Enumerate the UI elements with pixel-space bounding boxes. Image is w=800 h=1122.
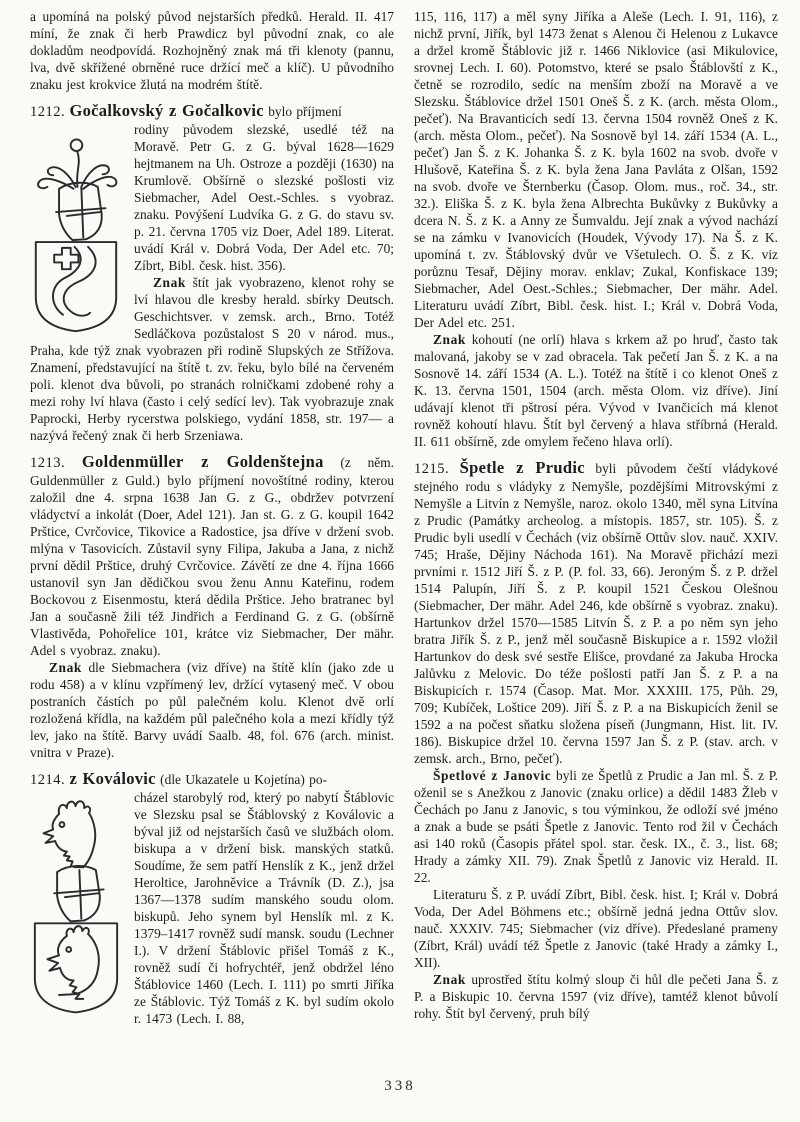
znak-lead: Znak [433, 332, 466, 347]
paragraph-text: a upomíná na polský původ nejstarších předků. Herald. II. 417 míní, že znak či herb Prawdicz byl původní znak, co ale dokladům neodpovídá. Rozhojněný znak má tři klenoty (pannu, lva, dvě skřížené obrněné ruce držící meč a klíč). U původního znaku jest krokvice žlutá na modrém štítě. [30, 9, 394, 92]
paragraph-text: uprostřed štítu kolmý sloup či hůl dle pečeti Jana Š. z P. a Biskupic 10. června 1597 (viz dříve), tamtéž klenot bůvolí rohy. Štít byl červený, pruh bílý [414, 972, 778, 1021]
entry-name: z Koválovic [69, 769, 156, 788]
entry-1213-heading-body [30, 453, 394, 659]
entry-1214-heading [30, 770, 394, 789]
entry-1215 [414, 459, 778, 1022]
entry-heading-tail: (dle Ukazatele u Kojetína) po- [155, 772, 328, 787]
coat-of-arms-z-kovalovic-illustration [30, 792, 122, 1014]
right-column [414, 8, 778, 1027]
paragraph-text: rodiny původem slezské, usedlé též na Moravě. Petr G. z G. býval 1628—1629 hejtmanem na Uh. Ostroze a později (1630) na Krumlově. Obšírně o slezské pošlosti viz Siebmacher, Adel Oest.-Schles. s vyobraz. znaku. Povýšení Ludvíka G. z G. do stavu sv. p. 21. června 1705 viz Doer, Adel 189. Literat. uvádí Král v. Dobrá Voda, Der Adel etc. 70; Zíbrt, Bibl. česk. hist. 356). [134, 122, 394, 273]
entry-1215-heading-body [414, 459, 778, 767]
entry-number: 1213. [30, 455, 66, 471]
paragraph-text: dle Siebmachera (viz dříve) na štítě klín (jako zde u rodu 458) a v klínu vzpřímený lev, držící vytasený meč. V obou postraních částích po půl palečném kolu. Klenot dvě orlí rozložená křídla, na každém půl palečného kola a mezi křídly týž lev, jako na štítě. Barvy uvádí Saalb. 48, fol. 676 (arch. minist. vnitra v Praze). [30, 660, 394, 760]
paragraph-text: byli ze Špetlů z Prudic a Jan ml. Š. z P. oženil se s Anežkou z Janovic (znaku orlice) a dědil 1483 Žleb v Čechách po Janu z Janovic, s tou výminkou, že odloží své jméno a znak a bude se psáti Špetle z Janovic. Tento rod žil v Čechách asi 140 roků (Časopis přátel spol. star. česk. IX., č. 3., list. 68; Hrady a zámky XII. 79). Znak Špetlů z Janovic viz Herald. II. 22. [414, 768, 779, 885]
znak-kohouti-paragraph [414, 331, 778, 450]
entry-1213 [30, 453, 394, 761]
subentry-name: Špetlové z Janovic [433, 768, 552, 783]
znak-lead: Znak [153, 275, 186, 290]
paragraph-text: (z něm. Guldenmüller z Guld.) bylo příjmení novoštítné rodiny, kterou založil dne 4. srpna 1638 Jan G. z G., obdržev potvrzení vládyctví a inkolát (Doer, Adel 121). Jan st. G. z G. koupil 1642 Prštice, Cvrčovice, Tikovice a Radostice, jsa dříve v držení svob. mlýna v Tasovicích. Zůstavil syny Filipa, Jakuba a Jana, z nichž první dědil Prštice, druhý Cvrčovice. Závětí ze dne 4. října 1666 ustanovil syn Jan dědičkou svou ženu Annu Kateřinu, rodem Bockovou z Eisenmostu, která dědila Prštice. Jeho bratranec byl Jan a současně žili též Jindřich a Ferdinand G. z G. (obšírně Vlastivěda, Pohořelice 101, krátce viz Siebmacher, Der mähr. Adel s vyobraz. znaku). [30, 455, 394, 658]
two-column-layout [30, 8, 778, 1027]
page-number: 338 [384, 1078, 416, 1094]
entry-heading-tail: bylo příjmení [263, 104, 342, 119]
entry-number: 1215. [414, 461, 450, 477]
entry-number: 1212. [30, 104, 66, 120]
paragraph-text: kohoutí (ne orlí) hlava s krkem až po hruď, často tak malovaná, jakoby se v zad obracela. Tak pečetí Jan Š. z K. a na Sosnově 14. září 1534 (A. L.). Totéž na štítě i co klenot Oneš z K. 13. června 1501, 1504 (arch. města Olom. viz dříve). Jiní udávají klenot tři pštrosí péra. Vývod v Ivančicích má klenot rovněž kohoutí hlavu. Štít byl červený a hlava stříbrná (Herald. II. 611 obšírně, zde omylem řečeno hlava orlí). [414, 332, 778, 449]
paragraph-text: byli původem čeští vládykové stejného rodu s vládyky z Nemyšle, pozdějšími Mitrovskými z Nemyšle a Litvín z Nemyšle, naroz. okolo 1340, měl syna Litvína z Prudic (Památky archeolog. a místopis. 1857, str. 105). Š. z Prudic byli usedlí v Čechách (viz obšírně Ottův slov. nauč. XXIV. 745; Hraše, Dějiny Náchoda 161). Na Moravě přichází mezi prvními r. 1512 Jiří Š. z P. (P. fol. 33, 66). Jeroným Š. z P. držel 1514 Palupín, Jiří Š. z P. koupil 1521 Českou Olešnou (Siebmacher, Der mähr. Adel 246, kde obšírně s vyobraz. znaku). Hartunkov držel 1570—1585 Litvín Š. z P. a po něm syn jeho bratra Jiřík Š. z P., jenž měl současně Biskupice a r. 1592 vložil Hartunkov do desk své sestře Elišce, provdané za Jakuba Hrocka Jalůvku z Melovic. Do téže pošlosti patří Jan Š. z P. a na Biskupicích r. 1574 (Časop. Mat. Mor. XXXIII. 175, Půh. 29, 709; Kubíček, Loštice 209). Jiří Š. z P. a na Biskupicích ženil se 1592 a na počest sňatku složena píseň (Jungmann, Hist. lit. IV. 186). Biskupice držel 10. června 1597 Jan Š. z P. (stav. arch. v zemsk. arch., Brno, pečeť). [414, 461, 778, 766]
znak-lead: Znak [433, 972, 466, 987]
entry-number: 1214. [30, 772, 66, 788]
left-column [30, 8, 394, 1027]
entry-1212 [30, 102, 394, 444]
paragraph-text: Literaturu Š. z P. uvádí Zíbrt, Bibl. česk. hist. I; Král v. Dobrá Voda, Der Adel Böhmens etc.; obšírně jedná jedna Ottův slov. nauč. XXXIV. 745; Siebmacher (viz dříve). Předeslané prameny (Zíbrt, Král) uvádí též Špetle z Janovic (také Hrady a zámky I., XII). [414, 887, 778, 970]
entry-name: Špetle z Prudic [459, 458, 585, 477]
entry-1214 [30, 770, 394, 1027]
znak-lead: Znak [49, 660, 82, 675]
heraldic-shield-icon [30, 124, 122, 334]
heraldic-rooster-shield-icon [30, 792, 122, 1014]
paragraph-continuation [414, 8, 778, 331]
paragraph-text: cházel starobylý rod, který po nabytí Štáblovic ve Slezsku psal se Štáblovský z Koválovic a býval již od nejstarších časů ve službách olom. biskupa a v držení bisk. manských statků. Soudíme, že sem patří Henslík z K., jenž držel Heroltice, Jarohněvice a Trávník (D. Z.), jsa 1367—1378 sudím manského soudu olom. biskupů. Jeho synem byl Henslík ml. z K. 1379–1417 rovněž sudí mansk. soudu (Lechner I.). V držení Štáblovic přišel Tomáš z K., rovněž sudí či hofrychtéř, jenž obdržel léno Štáblovice 1460 (Lech. I. 111) po smrti Jiříka ze Štáblovic. Týž Tomáš z K. byl sudím okolo r. 1473 (Lech. I. 88, [134, 790, 394, 1026]
entry-name: Gočalkovský z Gočalkovic [69, 101, 264, 120]
paragraph-intro [30, 8, 394, 93]
book-page [30, 8, 778, 1027]
entry-1213-znak-paragraph [30, 659, 394, 761]
paragraph-text: štít jak vyobrazeno, klenot rohy se lví hlavou dle kresby herald. sbírky Deutsch. Geschichtsver. v zemsk. arch., Brno. Totéž Sedláčkova pozůstalost S 20 v národ. mus., Praha, kde týž znak vyobrazen při rodině Slupských ze Střížova. Znamení, představující na štítě t. zv. řeku, bylo bílé na červeném poli. klenot dva bůvoli, po stranách rolničkami zdobené rohy a mezi rohy lví hlava (často i celý sedící lev). Tak vyobrazuje znak Paprocki, Herby rycerstwa polskiego, vydání 1858, str. 197— a nazývá řečený znak či herb Srzeniawa. [30, 275, 394, 443]
entry-1212-heading [30, 102, 394, 121]
coat-of-arms-gocalkovsky-illustration [30, 124, 122, 334]
znak-uprostred-paragraph [414, 971, 778, 1022]
literatura-paragraph [414, 886, 778, 971]
spetlove-z-janovic-paragraph [414, 767, 778, 886]
entry-name: Goldenmüller z Goldenštejna [81, 452, 324, 471]
paragraph-text: 115, 116, 117) a měl syny Jiříka a Aleše (Lech. I. 91, 116), z nichž první, Jiřík, byl 1473 ženat s Alenou či Helenou z Lukavce a držel kromě Štáblovic již r. 1466 Niklovice (asi Mikulovice, srovnej Lech. I. 60). Potomstvo, které se psalo Štáblovští z K., četně se rozrodilo, sedíc na menším zboží na Moravě a ve Slezsku. Štáblovice držel 1501 Oneš Š. z K. (arch. města Olom., pečeť). Na Bravanticích sedí 13. června 1504 rovněž Oneš z K. (arch. města Olom., pečeť). Na Sosnově byl 14. září 1534 (A. L., pečeť) Jan Š. z K. Johanka Š. z K. byla 1602 na svob. dvoře v Hlušově, Kateřina Š. z K. byla žena Jana Pavláta z Olšan, 1592 na svob. dvoře ve Šternberku (Časop. Olom. mus., roč. 34., str. 32.). Eliška Š. z K. byla žena Albrechta Bukůvky z Bukůvky a dcera N. Š. z K. a Anny ze Šumvaldu. Její znak a vývod nachází se na zámku v Ivanovicích (Houdek, Vývody 17). Na Š. z K. upomíná t. zv. Štáblovský dvůr ve Všetulech. O. Š. z K. viz porůznu Tesař, Dějiny morav. enklav; Zukal, Konfiskace 139; Siebmacher, Adel Oest.-Schles.; Siebmacher, Der mähr. Adel. Literaturu uvádí Zíbrt, Bibl. česk. hist. I.; Král v. Dobrá Voda, Der Adel etc. 251. [414, 9, 778, 330]
